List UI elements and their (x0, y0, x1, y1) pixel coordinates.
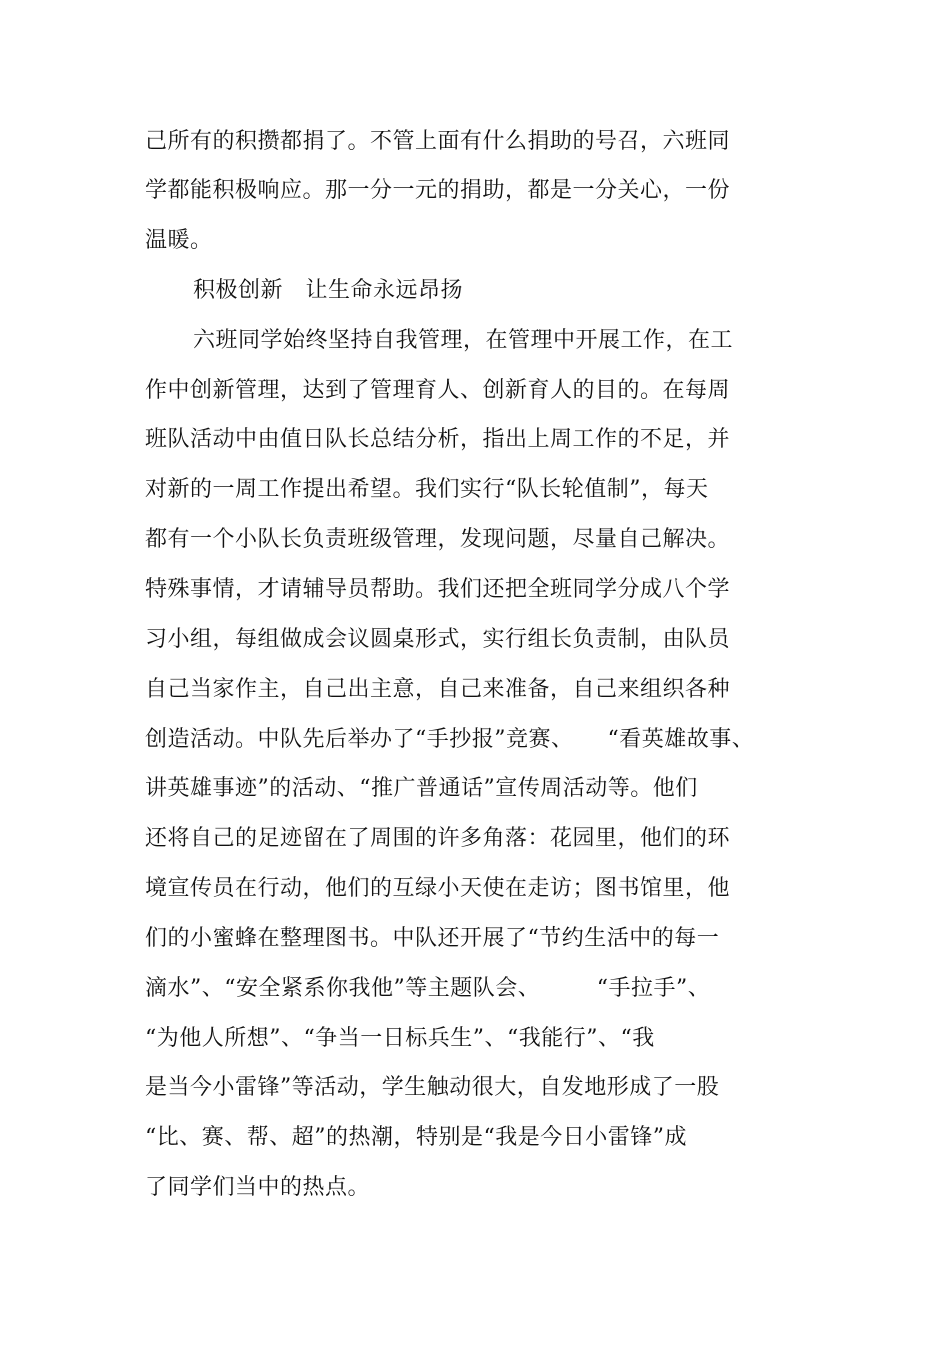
paragraph-line: 己所有的积攒都捐了。不管上面有什么捐助的号召，六班同 (145, 129, 731, 154)
paragraph-line: 了同学们当中的热点。 (145, 1175, 371, 1200)
paragraph-line: 班队活动中由值日队长总结分析，指出上周工作的不足，并 (145, 427, 731, 452)
paragraph-line: 学都能积极响应。那一分一元的捐助，都是一分关心，一份 (145, 178, 731, 203)
paragraph-line: 还将自己的足迹留在了周围的许多角落：花园里，他们的环 (145, 826, 731, 851)
paragraph-line: 温暖。 (145, 228, 213, 253)
paragraph-line: 讲英雄事迹”的活动、“推广普通话”宣传周活动等。他们 (145, 776, 698, 801)
paragraph-line: 们的小蜜蜂在整理图书。中队还开展了“节约生活中的每一 (145, 926, 720, 951)
paragraph-line: 境宣传员在行动，他们的互绿小天使在走访；图书馆里，他 (145, 876, 731, 901)
paragraph-line: 滴水”、“安全紧系你我他”等主题队会、 “手拉手”、 (145, 976, 711, 1001)
paragraph-line: 对新的一周工作提出希望。我们实行“队长轮值制”，每天 (145, 477, 709, 502)
paragraph-line: 习小组，每组做成会议圆桌形式，实行组长负责制，由队员 (145, 627, 731, 652)
paragraph-line: 都有一个小队长负责班级管理，发现问题，尽量自己解决。 (145, 527, 731, 552)
paragraph-line: 创造活动。中队先后举办了“手抄报”竞赛、 “看英雄故事、 (145, 727, 755, 752)
paragraph-line: 六班同学始终坚持自我管理，在管理中开展工作，在工 (193, 328, 734, 353)
paragraph-line: 作中创新管理，达到了管理育人、创新育人的目的。在每周 (145, 378, 731, 403)
paragraph-line: “比、赛、帮、超”的热潮，特别是“我是今日小雷锋”成 (145, 1125, 687, 1150)
paragraph-line: 自己当家作主，自己出主意，自己来准备，自己来组织各种 (145, 677, 731, 702)
section-heading: 积极创新 让生命永远昂扬 (193, 278, 464, 303)
paragraph-line: 是当今小雷锋”等活动，学生触动很大，自发地形成了一股 (145, 1075, 720, 1100)
paragraph-line: 特殊事情，才请辅导员帮助。我们还把全班同学分成八个学 (145, 577, 731, 602)
paragraph-line: “为他人所想”、“争当一日标兵生”、“我能行”、“我 (145, 1026, 655, 1051)
